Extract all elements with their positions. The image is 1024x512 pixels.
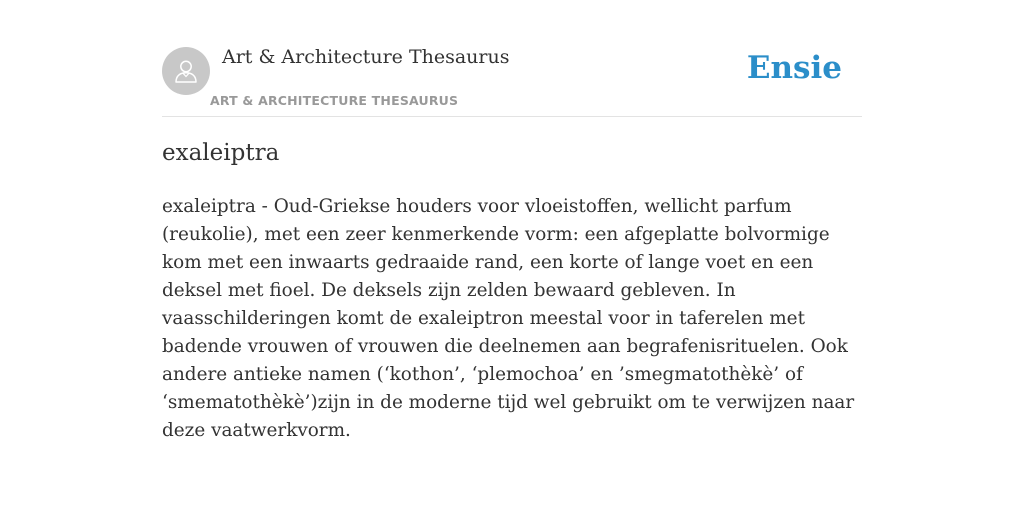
source-title[interactable]: Art & Architecture Thesaurus	[222, 46, 510, 68]
source-subtitle[interactable]: ART & ARCHITECTURE THESAURUS	[210, 93, 459, 108]
page-container	[162, 0, 862, 441]
user-icon	[171, 56, 201, 86]
entry-header	[162, 0, 862, 117]
definition-text: exaleiptra - Oud-Griekse houders voor vloeistoffen, wellicht parfum (reukolie), met een zeer kenmerkende vorm: een afgeplatte bolvormige kom met een inwaarts gedraaide rand, een korte of lange voet en een deksel met fioel. De deksels zijn zelden bewaard gebleven. In vaasschilderingen komt de exaleiptron meestal voor in taferelen met badende vrouwen of vrouwen die deelnemen aan begrafenisrituelen. Ook andere antieke namen (‘kothon’, ‘plemochoa’ en ’smegmatothèkè’ of ‘smematothèkè’)zijn in de moderne tijd wel gebruikt om te verwijzen naar deze vaatwerkvorm.	[162, 196, 855, 441]
avatar[interactable]	[162, 47, 210, 95]
brand-logo[interactable]: Ensie	[746, 50, 842, 86]
page-title: exaleiptra	[162, 140, 280, 166]
